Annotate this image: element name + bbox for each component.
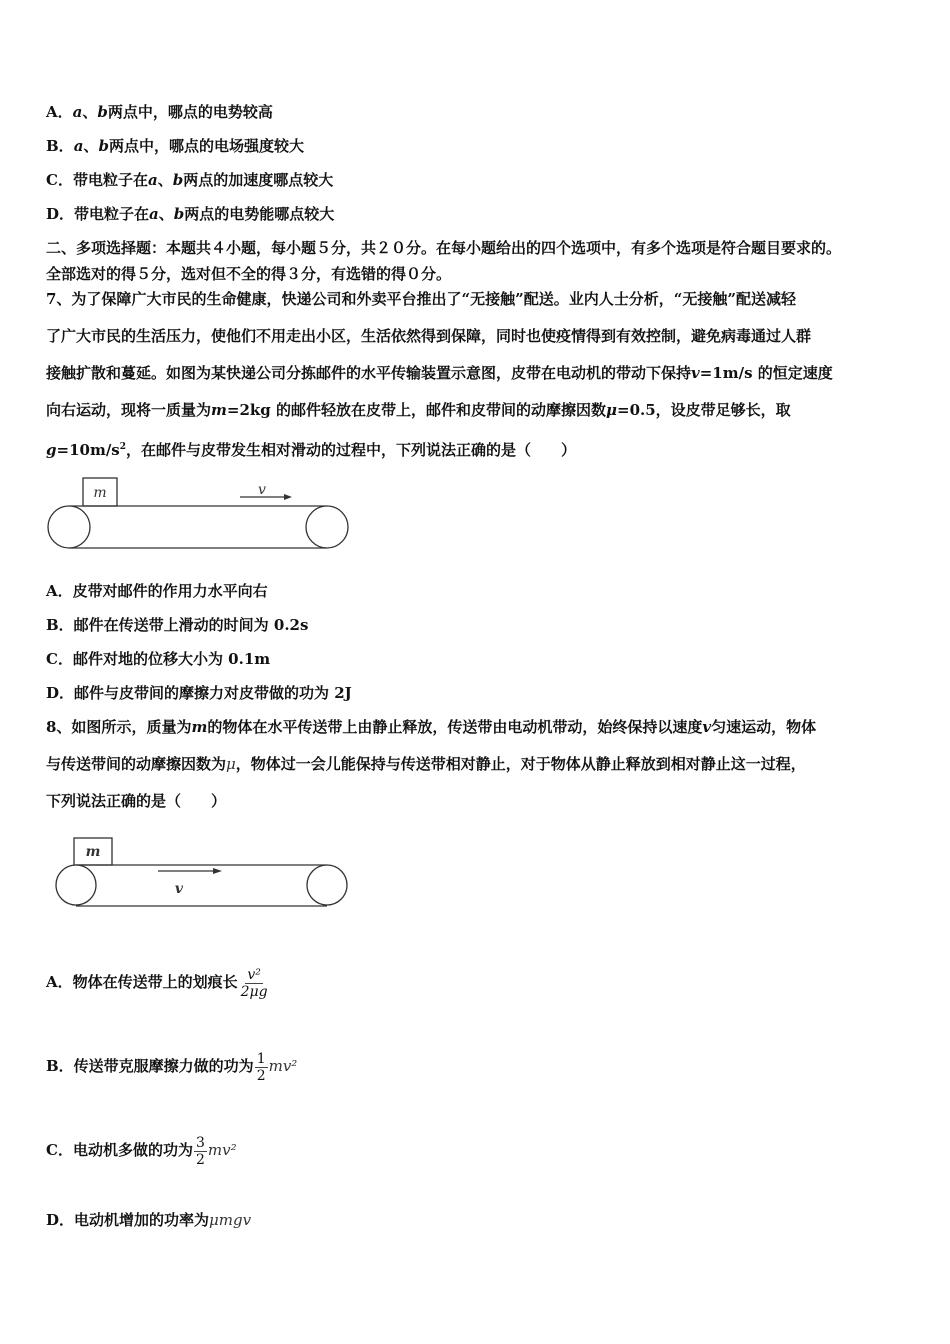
q7-conveyor-diagram <box>44 474 354 554</box>
q7-velocity-arrow-head <box>284 494 292 500</box>
q7-velocity-label: v <box>258 482 266 498</box>
q7-option-d: D．邮件与皮带间的摩擦力对皮带做的功为 2J <box>46 684 352 702</box>
q8-option-b: B．传送带克服摩擦力做的功为 $\frac{1}{2}$ mv² <box>46 1050 298 1084</box>
q7-stem-line3: 接触扩散和蔓延。如图为某快递公司分拣邮件的水平传输装置示意图，皮带在电动机的带动下保持v=1m/s 的恒定速度 <box>46 364 833 382</box>
q8-option-b-fraction: $\frac{1}{2}$ <box>256 1050 266 1084</box>
q8-velocity-label: v <box>174 881 184 897</box>
section2-header-line1: 二、多项选择题：本题共４小题，每小题５分，共２０分。在每小题给出的四个选项中，有多个选项是符合题目要求的。 <box>46 239 842 257</box>
q7-stem-line1: 7、为了保障广大市民的生命健康，快递公司和外卖平台推出了“无接触”配送。业内人士分析，“无接触”配送减轻 <box>46 290 796 308</box>
q7-stem-line2: 了广大市民的生活压力，使他们不用走出小区，生活依然得到保障，同时也使疫情得到有效控制，避免病毒通过人群 <box>46 327 812 345</box>
q8-left-roller <box>56 865 96 905</box>
q7-option-b: B．邮件在传送带上滑动的时间为 0.2s <box>46 616 309 634</box>
q8-velocity-arrow-head <box>213 868 222 874</box>
q8-stem-line3: 下列说法正确的是（ ） <box>46 792 227 810</box>
q6-option-c: C．带电粒子在a、b两点的加速度哪点较大 <box>46 171 334 189</box>
q7-right-roller <box>306 506 348 548</box>
q7-stem-line4: 向右运动，现将一质量为m=2kg 的邮件轻放在皮带上，邮件和皮带间的动摩擦因数μ=0.5，设皮带足够长，取 <box>46 401 791 419</box>
q8-conveyor-diagram <box>52 834 354 914</box>
q6-option-a: A．a、b两点中，哪点的电势较高 <box>46 103 273 121</box>
q8-option-a: A．物体在传送带上的划痕长 $\frac{\text{v²}}{2\mu g}$ <box>46 966 268 1000</box>
q7-parcel-label: m <box>93 485 107 501</box>
q6-option-b: B．a、b两点中，哪点的电场强度较大 <box>46 137 304 155</box>
q8-option-c-fraction: $\frac{3}{2}$ <box>195 1134 205 1168</box>
q7-stem-line5: $g=10m/s^2$，在邮件与皮带发生相对滑动的过程中，下列说法正确的是（ ） <box>46 441 577 459</box>
q8-option-a-fraction: $\frac{\text{v²}}{2\mu g}$ <box>240 966 268 1000</box>
section2-header-line2: 全部选对的得５分，选对但不全的得３分，有选错的得０分。 <box>46 265 452 283</box>
q8-stem-line1: 8、如图所示，质量为m的物体在水平传送带上由静止释放，传送带由电动机带动，始终保持以速度v匀速运动，物体 <box>46 718 817 736</box>
q8-option-d: D．电动机增加的功率为μmgv <box>46 1211 252 1229</box>
q7-option-c: C．邮件对地的位移大小为 0.1m <box>46 650 271 668</box>
q6-option-d: D．带电粒子在a、b两点的电势能哪点较大 <box>46 205 335 223</box>
q8-stem-line2: 与传送带间的动摩擦因数为μ，物体过一会儿能保持与传送带相对静止，对于物体从静止释放到相对静止这一过程， <box>46 755 806 773</box>
q7-left-roller <box>48 506 90 548</box>
q8-option-c: C．电动机多做的功为 $\frac{3}{2}$ mv² <box>46 1134 237 1168</box>
q8-object-label: m <box>85 844 101 860</box>
q7-option-a: A．皮带对邮件的作用力水平向右 <box>46 582 268 600</box>
q8-right-roller <box>307 865 347 905</box>
